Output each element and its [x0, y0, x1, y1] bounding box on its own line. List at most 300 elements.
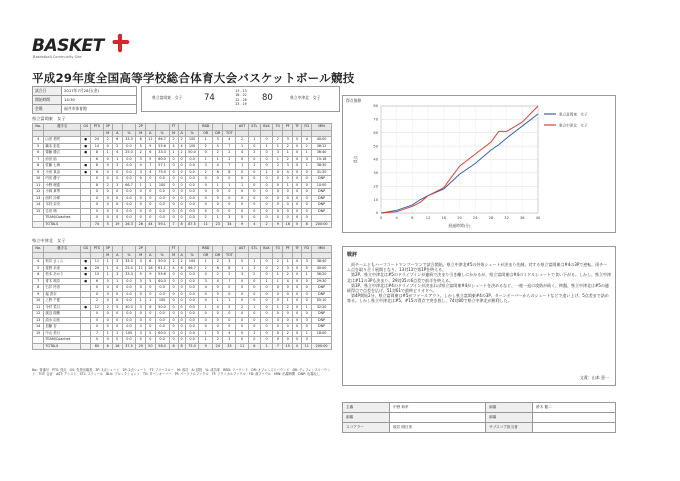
- stat-cell: 2: [199, 265, 213, 272]
- stat-cell: [81, 343, 91, 350]
- stat-cell: 0: [283, 311, 293, 318]
- game-commentary: [342, 246, 616, 386]
- stat-cell: 0: [136, 337, 146, 344]
- stat-cell: 11: [136, 265, 146, 272]
- stat-cell: 0: [103, 176, 112, 183]
- stat-cell: 0.0: [185, 215, 199, 222]
- stat-cell: 0: [260, 291, 272, 298]
- stat-cell: 13: [33, 195, 44, 202]
- box-subheader-cell: %: [122, 252, 136, 259]
- stat-cell: 12: [33, 189, 44, 196]
- stat-cell: 33.3: [122, 272, 136, 279]
- stat-cell: 2: [213, 337, 223, 344]
- chart-svg: [343, 96, 615, 232]
- stat-cell: 0: [236, 195, 249, 202]
- stat-cell: 2: [199, 215, 213, 222]
- stat-cell: 0: [293, 330, 302, 337]
- stat-cell: 3: [112, 182, 122, 189]
- stat-cell: 0: [248, 215, 260, 222]
- quarter-scores: [232, 89, 250, 107]
- stat-cell: 0: [223, 189, 236, 196]
- player-name: 西村 沙耶: [44, 195, 81, 202]
- stat-cell: 26.3: [122, 221, 136, 228]
- box-subheader-cell: OR: [199, 252, 213, 259]
- officials-row: [343, 403, 616, 413]
- stat-cell: 1: [248, 304, 260, 311]
- stat-cell: 0: [283, 208, 293, 215]
- stat-cell: 0: [169, 202, 178, 209]
- box-subheader-cell: M: [103, 252, 112, 259]
- stat-cell: 0: [199, 176, 213, 183]
- stat-cell: 0: [136, 324, 146, 331]
- stat-cell: 50: [146, 343, 156, 350]
- stat-cell: 0: [293, 195, 302, 202]
- stat-cell: 1: [283, 259, 293, 266]
- stat-cell: 0: [112, 189, 122, 196]
- stat-cell: 15: [33, 330, 44, 337]
- stat-cell: 87.5: [185, 221, 199, 228]
- stat-cell: 0: [136, 311, 146, 318]
- stat-cell: 1: [260, 343, 272, 350]
- box-header-cell: MIN: [312, 246, 332, 253]
- stat-cell: 0: [248, 278, 260, 285]
- box-subheader-cell: A: [178, 130, 185, 137]
- box-subheader-cell: A: [178, 252, 185, 259]
- stat-cell: 0: [178, 169, 185, 176]
- stat-cell: 0: [146, 311, 156, 318]
- stat-cell: 19: [112, 221, 122, 228]
- stat-cell: 0: [112, 285, 122, 292]
- stat-cell: 0: [178, 195, 185, 202]
- stat-cell: 0: [112, 291, 122, 298]
- player-name: 上野 千夏: [44, 298, 81, 305]
- stat-cell: 0: [91, 324, 103, 331]
- stat-cell: 0: [260, 337, 272, 344]
- stat-cell: 0: [178, 208, 185, 215]
- stat-cell: 6: [103, 343, 112, 350]
- info-row-date: [33, 87, 137, 96]
- stat-cell: 0: [103, 215, 112, 222]
- stat-cell: 0: [103, 291, 112, 298]
- stat-cell: 1: [260, 169, 272, 176]
- stat-cell: 0: [178, 324, 185, 331]
- stat-cell: 0: [248, 298, 260, 305]
- stat-cell: 1: [213, 182, 223, 189]
- stat-cell: 2: [91, 298, 103, 305]
- stat-cell: 0: [302, 298, 312, 305]
- stat-cell: 0.0: [155, 324, 169, 331]
- stat-cell: 0: [248, 176, 260, 183]
- stat-cell: 0: [302, 189, 312, 196]
- stat-cell: 200:00: [312, 221, 332, 228]
- stat-cell: 0.0: [185, 337, 199, 344]
- info-value: 14:30: [62, 96, 137, 105]
- stat-cell: 7: [223, 143, 236, 150]
- player-name: TEAM/Coaches: [44, 337, 81, 344]
- stat-cell: 100: [185, 137, 199, 144]
- stat-cell: 0: [236, 285, 249, 292]
- stat-cell: 0: [146, 317, 156, 324]
- stat-cell: 0: [169, 298, 178, 305]
- stat-cell: 0: [293, 343, 302, 350]
- stat-cell: 0: [199, 291, 213, 298]
- info-key: 試合日: [33, 87, 62, 96]
- player-name: 石井 玲香: [44, 285, 81, 292]
- stat-cell: 7: [33, 278, 44, 285]
- stat-cell: 0: [302, 195, 312, 202]
- stat-cell: 0: [136, 195, 146, 202]
- box-header-cell: TO: [273, 246, 283, 253]
- stat-cell: 0: [169, 304, 178, 311]
- stat-cell: 5: [302, 265, 312, 272]
- x-tick-label: 12: [425, 216, 431, 220]
- stat-cell: 0: [236, 278, 249, 285]
- stat-cell: 9: [146, 272, 156, 279]
- stat-cell: 0.0: [155, 215, 169, 222]
- stat-cell: 0: [178, 189, 185, 196]
- stat-cell: 2: [283, 304, 293, 311]
- stat-cell: 1: [273, 143, 283, 150]
- stat-cell: 2: [199, 143, 213, 150]
- stat-cell: 1: [248, 259, 260, 266]
- stat-cell: 2: [178, 259, 185, 266]
- stat-cell: 66.7: [122, 182, 136, 189]
- stat-cell: 4: [178, 143, 185, 150]
- box-subheader-cell: TOT: [223, 252, 236, 259]
- stat-cell: 0: [199, 202, 213, 209]
- stat-cell: 0.0: [155, 291, 169, 298]
- official-key: 副審: [486, 403, 533, 413]
- stat-cell: 0: [91, 311, 103, 318]
- stat-cell: 0: [91, 285, 103, 292]
- officials-row: [343, 413, 616, 423]
- stat-cell: 0: [103, 202, 112, 209]
- stat-cell: 0: [293, 208, 302, 215]
- info-value: 2017年7月28日(金): [62, 87, 137, 96]
- stat-cell: 0: [199, 195, 213, 202]
- box-subheader-cell: %: [185, 130, 199, 137]
- stat-cell: 60.0: [155, 278, 169, 285]
- official-value: [533, 423, 616, 433]
- official-key: スコアラー: [343, 423, 390, 433]
- stat-cell: 1: [103, 150, 112, 157]
- stat-cell: 0: [293, 221, 302, 228]
- stat-cell: 1: [199, 304, 213, 311]
- stat-cell: 1: [112, 330, 122, 337]
- stat-cell: 24: [213, 343, 223, 350]
- stat-cell: 2: [213, 272, 223, 279]
- stat-cell: 2: [260, 221, 272, 228]
- stat-cell: 0: [260, 208, 272, 215]
- stat-cell: 1: [103, 265, 112, 272]
- stat-cell: 0: [248, 317, 260, 324]
- box-subheader-cell: DR: [213, 252, 223, 259]
- y-tick-label: 70: [373, 117, 378, 122]
- stat-cell: 0: [112, 195, 122, 202]
- stat-cell: 0: [112, 202, 122, 209]
- stat-cell: DNP: [312, 195, 332, 202]
- stat-cell: 0: [273, 215, 283, 222]
- stat-cell: 0: [169, 311, 178, 318]
- stat-cell: 1: [103, 272, 112, 279]
- stat-cell: 0: [146, 291, 156, 298]
- box-header-cell: MIN: [312, 124, 332, 131]
- stat-cell: 38:12: [312, 143, 332, 150]
- stat-cell: 0: [178, 272, 185, 279]
- stat-cell: 0.0: [185, 195, 199, 202]
- stat-cell: 100: [155, 298, 169, 305]
- stat-cell: 14: [91, 143, 103, 150]
- stat-cell: 0: [236, 202, 249, 209]
- stat-cell: 2: [103, 137, 112, 144]
- stat-cell: 3: [136, 169, 146, 176]
- stat-cell: ●: [81, 278, 91, 285]
- stat-cell: 0: [302, 291, 312, 298]
- stat-cell: 7: [91, 330, 103, 337]
- stat-cell: 0: [146, 189, 156, 196]
- stat-cell: 0: [213, 317, 223, 324]
- stat-cell: 1: [213, 215, 223, 222]
- official-key: 副審: [486, 413, 533, 423]
- stat-cell: 5: [236, 259, 249, 266]
- box-header-cell: TF: [293, 124, 302, 131]
- stat-cell: 2: [283, 330, 293, 337]
- stat-cell: 0: [260, 163, 272, 170]
- player-name: TEAM/Coaches: [44, 215, 81, 222]
- stat-cell: DNP: [312, 324, 332, 331]
- player-name: 星野 未来: [44, 265, 81, 272]
- stat-cell: 0: [273, 176, 283, 183]
- stat-cell: 1: [283, 150, 293, 157]
- stat-cell: 12: [91, 304, 103, 311]
- stat-cell: 0: [169, 195, 178, 202]
- stat-cell: 0: [146, 324, 156, 331]
- stat-cell: 0: [260, 324, 272, 331]
- x-tick-label: 32: [504, 216, 509, 220]
- stat-cell: 0: [169, 330, 178, 337]
- stat-cell: 0: [273, 285, 283, 292]
- stat-cell: 9: [146, 143, 156, 150]
- stat-cell: DNP: [312, 202, 332, 209]
- stat-cell: 0: [260, 317, 272, 324]
- stat-cell: 0.0: [185, 304, 199, 311]
- stat-cell: 4: [283, 169, 293, 176]
- stat-cell: 0: [293, 202, 302, 209]
- stat-cell: 0.0: [185, 272, 199, 279]
- stat-cell: 1: [136, 182, 146, 189]
- box-header-cell: PTS: [91, 246, 103, 253]
- stat-cell: 0: [169, 291, 178, 298]
- stat-cell: 0: [283, 317, 293, 324]
- stat-cell: 2: [283, 156, 293, 163]
- stat-cell: 0.0: [122, 291, 136, 298]
- stat-cell: 0: [223, 291, 236, 298]
- stat-cell: 0.0: [185, 311, 199, 318]
- stat-cell: 0.0: [185, 208, 199, 215]
- stat-cell: 0: [91, 208, 103, 215]
- stat-cell: 0.0: [155, 337, 169, 344]
- stat-cell: 0.0: [122, 176, 136, 183]
- stat-cell: 0: [248, 143, 260, 150]
- stat-cell: 0: [213, 311, 223, 318]
- stat-cell: 0.0: [185, 291, 199, 298]
- box-header-cell: 2P: [136, 124, 146, 131]
- stat-cell: 0.0: [155, 189, 169, 196]
- stat-cell: 9: [33, 291, 44, 298]
- stat-cell: 0: [293, 304, 302, 311]
- stat-cell: ●: [81, 137, 91, 144]
- stat-cell: 0: [283, 324, 293, 331]
- stat-cell: 0: [236, 291, 249, 298]
- stat-cell: 0: [293, 182, 302, 189]
- stat-cell: 7: [273, 343, 283, 350]
- stat-cell: DNP: [312, 285, 332, 292]
- stat-cell: 0: [146, 285, 156, 292]
- stat-cell: 1: [146, 298, 156, 305]
- stat-cell: 7: [223, 163, 236, 170]
- stat-cell: 8: [91, 163, 103, 170]
- legend-label: 県立富岡東 女子: [559, 112, 588, 117]
- stat-cell: 0: [199, 150, 213, 157]
- commentary-body: [347, 262, 611, 304]
- stat-cell: 0: [169, 189, 178, 196]
- player-name: 小田 真由: [44, 169, 81, 176]
- stat-cell: 0: [199, 208, 213, 215]
- stat-cell: 80: [91, 343, 103, 350]
- stat-cell: 0.0: [122, 189, 136, 196]
- stat-cell: 1: [302, 330, 312, 337]
- stat-cell: 8: [91, 182, 103, 189]
- stat-cell: 8: [178, 221, 185, 228]
- stat-cell: 2: [178, 150, 185, 157]
- box-header-cell: 3P: [103, 246, 112, 253]
- box-header-cell: 選手名: [44, 124, 81, 131]
- stat-cell: DNP: [312, 208, 332, 215]
- stat-cell: 0: [178, 298, 185, 305]
- player-name: TOTALS: [44, 343, 81, 350]
- stat-cell: 0: [223, 317, 236, 324]
- box-header-cell: TO: [273, 124, 283, 131]
- stat-cell: 36:40: [312, 150, 332, 157]
- stat-cell: 0: [169, 278, 178, 285]
- stat-cell: 4: [223, 137, 236, 144]
- stat-cell: 3: [112, 259, 122, 266]
- stat-cell: 25.0: [122, 265, 136, 272]
- stat-cell: 75.0: [185, 343, 199, 350]
- stat-cell: 40:00: [312, 137, 332, 144]
- stat-cell: 0: [236, 215, 249, 222]
- stat-cell: 32:20: [312, 304, 332, 311]
- stat-cell: 25.0: [122, 150, 136, 157]
- stat-cell: 55.6: [155, 143, 169, 150]
- stat-cell: 34: [223, 221, 236, 228]
- stat-cell: 0.0: [122, 195, 136, 202]
- stat-cell: 0: [283, 176, 293, 183]
- player-row: [33, 221, 332, 228]
- player-row: [33, 343, 332, 350]
- stat-cell: 59.1: [155, 221, 169, 228]
- stat-cell: 75.0: [155, 169, 169, 176]
- stat-cell: 0: [91, 195, 103, 202]
- stat-cell: 7: [223, 278, 236, 285]
- stat-cell: 66.7: [155, 137, 169, 144]
- stat-cell: 8: [33, 285, 44, 292]
- stat-cell: 2: [213, 150, 223, 157]
- box-header-cell: PF: [283, 124, 293, 131]
- stat-cell: 3: [273, 150, 283, 157]
- stat-cell: 0: [136, 202, 146, 209]
- stat-cell: 36:20: [312, 272, 332, 279]
- official-key: サブスコア担当者: [486, 423, 533, 433]
- site-logo[interactable]: [32, 34, 142, 68]
- stat-cell: 0: [273, 189, 283, 196]
- stat-cell: 0: [248, 156, 260, 163]
- stat-cell: [33, 343, 44, 350]
- stat-cell: 0: [169, 317, 178, 324]
- stat-cell: 8: [223, 169, 236, 176]
- box-header-cell: 選手名: [44, 246, 81, 253]
- stat-cell: 0: [112, 176, 122, 183]
- stat-cell: 0: [213, 324, 223, 331]
- stat-cell: 0: [178, 163, 185, 170]
- stat-cell: ●: [81, 304, 91, 311]
- y-tick-label: 80: [373, 104, 378, 109]
- stat-cell: 6: [91, 169, 103, 176]
- stat-cell: 60.0: [155, 156, 169, 163]
- stat-cell: 1: [199, 259, 213, 266]
- stat-cell: 0: [103, 311, 112, 318]
- stat-cell: 4: [302, 137, 312, 144]
- stat-cell: 0: [223, 324, 236, 331]
- stat-cell: 18:00: [312, 330, 332, 337]
- stat-cell: 0.0: [185, 189, 199, 196]
- stat-cell: 38:40: [312, 259, 332, 266]
- stat-cell: 0: [260, 182, 272, 189]
- stat-cell: 0: [169, 215, 178, 222]
- score-progression-chart: [342, 95, 616, 233]
- stat-cell: DNP: [312, 291, 332, 298]
- stat-cell: 0: [260, 304, 272, 311]
- info-key: 開始時間: [33, 96, 62, 105]
- stat-cell: 0: [236, 298, 249, 305]
- stat-cell: 0: [169, 163, 178, 170]
- stat-cell: 0: [260, 202, 272, 209]
- stat-cell: 0.0: [155, 208, 169, 215]
- stat-cell: 0: [178, 202, 185, 209]
- stat-cell: 0: [136, 208, 146, 215]
- stat-cell: 0.0: [185, 169, 199, 176]
- stat-cell: 0.0: [185, 176, 199, 183]
- box-header-cell: No.: [33, 246, 44, 253]
- stat-cell: 0: [213, 291, 223, 298]
- logo-tagline: Basketball Community Site: [33, 55, 82, 59]
- stat-cell: 0: [260, 137, 272, 144]
- stat-cell: 1: [260, 278, 272, 285]
- score-summary: [141, 86, 340, 112]
- box-subheader-cell: %: [122, 130, 136, 137]
- stat-cell: 61.1: [155, 265, 169, 272]
- stat-cell: 1: [146, 182, 156, 189]
- stat-cell: 6: [213, 169, 223, 176]
- y-tick-label: 50: [373, 144, 378, 149]
- stat-cell: 6: [33, 272, 44, 279]
- stat-cell: 7: [169, 221, 178, 228]
- stat-cell: 0: [91, 215, 103, 222]
- box-subheader-cell: M: [103, 130, 112, 137]
- stat-cell: 0: [112, 317, 122, 324]
- stat-cell: 0: [169, 324, 178, 331]
- stat-cell: 0: [283, 337, 293, 344]
